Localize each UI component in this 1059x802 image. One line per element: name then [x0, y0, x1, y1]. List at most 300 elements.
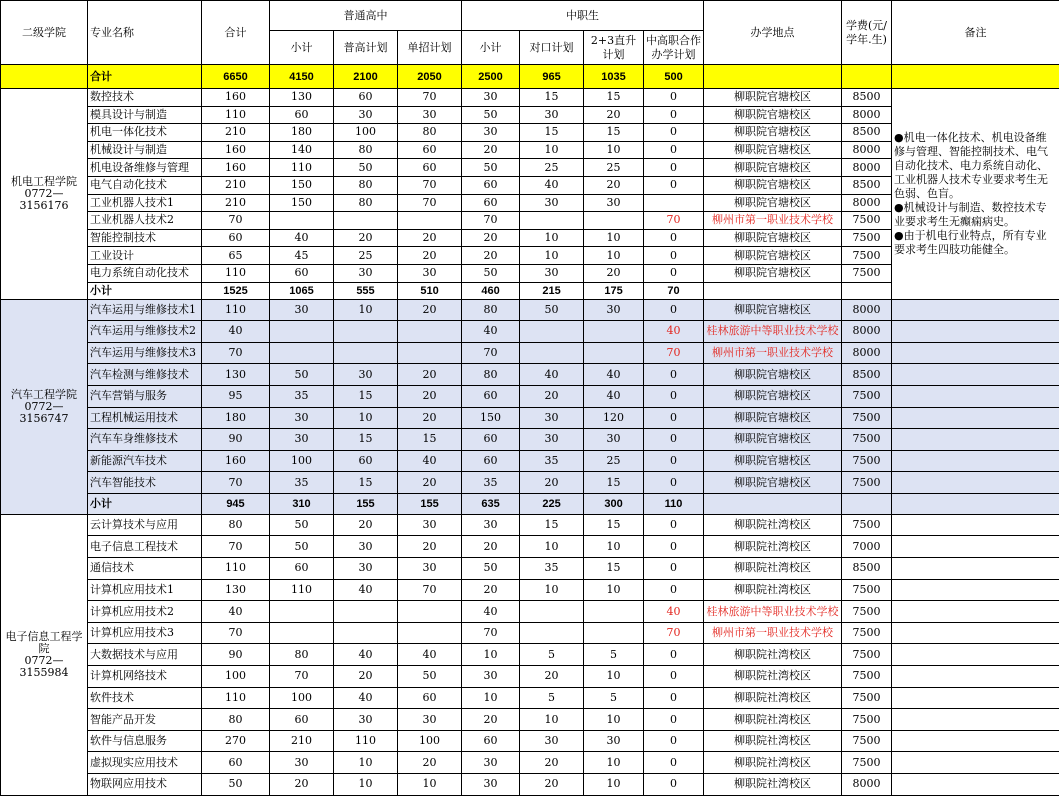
- plan-value-vd: 25: [584, 450, 644, 472]
- plan-value-total: 110: [202, 106, 270, 124]
- plan-value-vo: 0: [644, 247, 704, 265]
- remarks-cell: [892, 385, 1059, 407]
- fee-cell: 8500: [842, 558, 892, 580]
- plan-value-gp: 100: [334, 124, 398, 142]
- plan-value-vs: 50: [462, 159, 520, 177]
- plan-value-vs: 30: [462, 774, 520, 796]
- plan-value-vd: 30: [584, 299, 644, 321]
- plan-value-gu: 100: [398, 730, 462, 752]
- plan-value-vo: 0: [644, 264, 704, 282]
- fee-cell: 8000: [842, 299, 892, 321]
- major-name: 汽车运用与维修技术3: [88, 342, 202, 364]
- plan-value-gp: 30: [334, 558, 398, 580]
- fee-cell: 7500: [842, 229, 892, 247]
- plan-value-total: 70: [202, 536, 270, 558]
- plan-value-total: 70: [202, 622, 270, 644]
- subtotal-value: 1525: [202, 282, 270, 299]
- location-cell: 柳职院社湾校区: [704, 752, 842, 774]
- location-cell: 柳职院官塘校区: [704, 141, 842, 159]
- plan-value-gp: 60: [334, 89, 398, 107]
- plan-value-vd: 10: [584, 247, 644, 265]
- remarks-cell: [892, 472, 1059, 494]
- plan-value-vd: [584, 601, 644, 623]
- fee-cell: 7500: [842, 247, 892, 265]
- plan-value-gu: 50: [398, 666, 462, 688]
- plan-value-gu: 30: [398, 106, 462, 124]
- plan-value-gu: 20: [398, 472, 462, 494]
- location-cell: 柳州市第一职业技术学校: [704, 342, 842, 364]
- plan-value-vs: 20: [462, 709, 520, 731]
- plan-value-gp: 20: [334, 666, 398, 688]
- plan-value-vs: 10: [462, 687, 520, 709]
- location-cell: 柳职院官塘校区: [704, 229, 842, 247]
- plan-value-vs: 20: [462, 229, 520, 247]
- header-total: 合计: [202, 1, 270, 65]
- plan-value-gu: 70: [398, 176, 462, 194]
- table-row: [1, 666, 1059, 688]
- major-name: 汽车运用与维修技术2: [88, 321, 202, 343]
- table-row: [1, 579, 1059, 601]
- plan-value-gs: 130: [270, 89, 334, 107]
- plan-value-total: 100: [202, 666, 270, 688]
- plan-value-total: 50: [202, 774, 270, 796]
- plan-value-vc: 10: [520, 709, 584, 731]
- subtotal-value: 225: [520, 493, 584, 514]
- fee-cell: 7500: [842, 666, 892, 688]
- plan-value-gp: [334, 212, 398, 230]
- fee-cell: 7500: [842, 601, 892, 623]
- remarks-cell: [892, 752, 1059, 774]
- major-name: 虚拟现实应用技术: [88, 752, 202, 774]
- table-row: [1, 472, 1059, 494]
- plan-value-vd: 10: [584, 579, 644, 601]
- table-row: [1, 601, 1059, 623]
- fee-cell: 8000: [842, 321, 892, 343]
- plan-value-vd: 10: [584, 536, 644, 558]
- grand-total-value: 965: [520, 65, 584, 89]
- table-row: [1, 687, 1059, 709]
- header-vs-counterpart: 对口计划: [520, 31, 584, 65]
- table-row: [1, 536, 1059, 558]
- table-row: [1, 342, 1059, 364]
- grand-total-label: 合计: [88, 65, 202, 89]
- plan-value-vs: 20: [462, 247, 520, 265]
- plan-value-vo: 0: [644, 558, 704, 580]
- plan-value-vo: 0: [644, 176, 704, 194]
- plan-value-vd: [584, 622, 644, 644]
- plan-value-vc: 20: [520, 472, 584, 494]
- subtotal-label: 小计: [88, 493, 202, 514]
- plan-value-gp: 80: [334, 194, 398, 212]
- plan-value-vo: 0: [644, 89, 704, 107]
- fee-cell: 7500: [842, 730, 892, 752]
- plan-value-vc: 15: [520, 514, 584, 536]
- subtotal-label: 小计: [88, 282, 202, 299]
- subtotal-value: 300: [584, 493, 644, 514]
- grand-total-college-cell: [1, 65, 88, 89]
- location-cell: 柳职院官塘校区: [704, 124, 842, 142]
- plan-value-gs: 45: [270, 247, 334, 265]
- plan-value-total: 70: [202, 472, 270, 494]
- plan-value-vc: 30: [520, 429, 584, 451]
- subtotal-value: 945: [202, 493, 270, 514]
- table-row: [1, 752, 1059, 774]
- plan-value-gu: [398, 321, 462, 343]
- plan-value-vc: [520, 321, 584, 343]
- plan-value-gu: 60: [398, 159, 462, 177]
- major-name: 工业机器人技术1: [88, 194, 202, 212]
- fee-cell: 7500: [842, 385, 892, 407]
- table-row: [1, 385, 1059, 407]
- plan-value-gu: 30: [398, 709, 462, 731]
- plan-value-gp: 60: [334, 450, 398, 472]
- table-row: [1, 89, 1059, 107]
- major-name: 计算机网络技术: [88, 666, 202, 688]
- subtotal-value: 1065: [270, 282, 334, 299]
- plan-value-vs: 30: [462, 752, 520, 774]
- plan-value-vo: 0: [644, 709, 704, 731]
- header-fee: 学费(元/学年.生): [842, 1, 892, 65]
- grand-total-value: 2500: [462, 65, 520, 89]
- grand-total-row: [1, 65, 1059, 89]
- plan-value-vo: 40: [644, 321, 704, 343]
- header-gh-plan: 普高计划: [334, 31, 398, 65]
- plan-value-total: 110: [202, 558, 270, 580]
- plan-value-vo: [644, 194, 704, 212]
- plan-value-vc: [520, 342, 584, 364]
- fee-cell: 7500: [842, 212, 892, 230]
- plan-value-gs: 60: [270, 709, 334, 731]
- plan-value-total: 70: [202, 212, 270, 230]
- plan-value-gs: 20: [270, 774, 334, 796]
- plan-value-vo: 0: [644, 536, 704, 558]
- table-row: [1, 407, 1059, 429]
- remarks-cell: [892, 709, 1059, 731]
- plan-value-vd: 40: [584, 385, 644, 407]
- location-cell: 柳州市第一职业技术学校: [704, 212, 842, 230]
- fee-cell: 7500: [842, 472, 892, 494]
- plan-value-vo: 0: [644, 644, 704, 666]
- plan-value-total: 110: [202, 687, 270, 709]
- plan-value-gp: 110: [334, 730, 398, 752]
- plan-value-gs: 140: [270, 141, 334, 159]
- plan-value-gs: [270, 342, 334, 364]
- plan-value-vs: 80: [462, 364, 520, 386]
- plan-value-vc: 30: [520, 407, 584, 429]
- plan-value-vc: 30: [520, 106, 584, 124]
- plan-value-gu: 30: [398, 514, 462, 536]
- plan-value-gu: 60: [398, 687, 462, 709]
- remarks-cell: [892, 89, 1059, 300]
- plan-value-vo: 0: [644, 141, 704, 159]
- major-name: 机电一体化技术: [88, 124, 202, 142]
- plan-value-vo: 0: [644, 514, 704, 536]
- remarks-cell: [892, 687, 1059, 709]
- remarks-cell: [892, 364, 1059, 386]
- plan-value-gu: 10: [398, 774, 462, 796]
- subtotal-value: 635: [462, 493, 520, 514]
- plan-value-gp: 30: [334, 106, 398, 124]
- major-name: 数控技术: [88, 89, 202, 107]
- fee-cell: 7500: [842, 264, 892, 282]
- subtotal-location: [704, 282, 842, 299]
- plan-value-gu: 15: [398, 429, 462, 451]
- major-name: 工业机器人技术2: [88, 212, 202, 230]
- plan-value-gu: 40: [398, 644, 462, 666]
- plan-value-vc: 30: [520, 194, 584, 212]
- plan-value-vd: 15: [584, 558, 644, 580]
- plan-value-vs: 35: [462, 472, 520, 494]
- plan-value-gp: 30: [334, 364, 398, 386]
- remarks-cell: [892, 342, 1059, 364]
- plan-value-gp: 10: [334, 407, 398, 429]
- plan-value-total: 270: [202, 730, 270, 752]
- plan-value-vs: 150: [462, 407, 520, 429]
- plan-value-gs: 35: [270, 385, 334, 407]
- plan-value-vc: 30: [520, 730, 584, 752]
- plan-value-vo: 0: [644, 106, 704, 124]
- major-name: 软件技术: [88, 687, 202, 709]
- plan-value-vo: 0: [644, 579, 704, 601]
- subtotal-fee: [842, 282, 892, 299]
- plan-value-gs: 180: [270, 124, 334, 142]
- plan-value-total: 130: [202, 579, 270, 601]
- table-row: [1, 429, 1059, 451]
- plan-value-vd: 10: [584, 141, 644, 159]
- college-cell: [1, 514, 88, 795]
- plan-value-gp: 40: [334, 579, 398, 601]
- plan-value-total: 60: [202, 752, 270, 774]
- plan-value-vc: 10: [520, 141, 584, 159]
- plan-value-gs: 50: [270, 514, 334, 536]
- plan-value-vo: 70: [644, 622, 704, 644]
- plan-value-gs: 30: [270, 407, 334, 429]
- plan-value-vd: 15: [584, 514, 644, 536]
- fee-cell: 7500: [842, 752, 892, 774]
- location-cell: 柳职院官塘校区: [704, 299, 842, 321]
- table-row: [1, 622, 1059, 644]
- plan-value-total: 160: [202, 159, 270, 177]
- fee-cell: 7500: [842, 622, 892, 644]
- plan-value-vd: 10: [584, 774, 644, 796]
- remarks-cell: [892, 299, 1059, 321]
- major-name: 智能产品开发: [88, 709, 202, 731]
- plan-value-gp: 20: [334, 514, 398, 536]
- plan-value-vc: [520, 601, 584, 623]
- plan-value-vs: 30: [462, 89, 520, 107]
- plan-value-gp: 30: [334, 709, 398, 731]
- plan-value-gu: 20: [398, 385, 462, 407]
- plan-value-vd: 120: [584, 407, 644, 429]
- plan-value-gu: 20: [398, 364, 462, 386]
- plan-value-total: 90: [202, 644, 270, 666]
- plan-value-vd: [584, 321, 644, 343]
- major-name: 汽车运用与维修技术1: [88, 299, 202, 321]
- fee-cell: 8500: [842, 364, 892, 386]
- plan-value-vd: [584, 342, 644, 364]
- subtotal-value: 510: [398, 282, 462, 299]
- major-name: 工程机械运用技术: [88, 407, 202, 429]
- major-name: 电力系统自动化技术: [88, 264, 202, 282]
- plan-value-gu: 80: [398, 124, 462, 142]
- remarks-cell: [892, 407, 1059, 429]
- plan-value-vs: 70: [462, 342, 520, 364]
- college-name: 电子信息工程学院: [5, 629, 83, 655]
- subtotal-value: 175: [584, 282, 644, 299]
- remarks-cell: [892, 730, 1059, 752]
- fee-cell: 7500: [842, 644, 892, 666]
- plan-value-total: 60: [202, 229, 270, 247]
- table-row: [1, 730, 1059, 752]
- plan-value-total: 210: [202, 194, 270, 212]
- plan-value-vs: 20: [462, 579, 520, 601]
- fee-cell: 7500: [842, 450, 892, 472]
- major-name: 电子信息工程技术: [88, 536, 202, 558]
- fee-cell: 7500: [842, 429, 892, 451]
- plan-value-vc: 20: [520, 385, 584, 407]
- plan-value-gu: [398, 601, 462, 623]
- plan-value-vs: 50: [462, 558, 520, 580]
- plan-value-vo: 0: [644, 752, 704, 774]
- remarks-cell: [892, 644, 1059, 666]
- table-row: [1, 558, 1059, 580]
- plan-value-vd: 20: [584, 106, 644, 124]
- fee-cell: 8000: [842, 774, 892, 796]
- plan-value-vs: 80: [462, 299, 520, 321]
- plan-value-vc: [520, 622, 584, 644]
- plan-value-gu: 70: [398, 579, 462, 601]
- header-location: 办学地点: [704, 1, 842, 65]
- grand-total-value: 1035: [584, 65, 644, 89]
- major-name: 智能控制技术: [88, 229, 202, 247]
- plan-value-gu: 20: [398, 247, 462, 265]
- location-cell: 柳职院官塘校区: [704, 106, 842, 124]
- plan-value-vs: 60: [462, 385, 520, 407]
- location-cell: 柳职院官塘校区: [704, 194, 842, 212]
- location-cell: 柳州市第一职业技术学校: [704, 622, 842, 644]
- plan-value-vo: 0: [644, 124, 704, 142]
- location-cell: 柳职院社湾校区: [704, 536, 842, 558]
- plan-value-vc: 15: [520, 89, 584, 107]
- grand-total-value: 500: [644, 65, 704, 89]
- header-vocational: 中职生: [462, 1, 704, 31]
- plan-value-gs: 50: [270, 536, 334, 558]
- plan-value-vd: 30: [584, 429, 644, 451]
- plan-value-vc: 40: [520, 364, 584, 386]
- plan-value-gu: 20: [398, 752, 462, 774]
- plan-value-vs: 60: [462, 730, 520, 752]
- location-cell: 柳职院官塘校区: [704, 429, 842, 451]
- plan-value-vc: 20: [520, 774, 584, 796]
- plan-value-gu: 20: [398, 299, 462, 321]
- plan-value-gp: 10: [334, 752, 398, 774]
- plan-value-vc: 10: [520, 536, 584, 558]
- plan-value-total: 80: [202, 709, 270, 731]
- location-cell: 柳职院官塘校区: [704, 407, 842, 429]
- plan-value-total: 40: [202, 321, 270, 343]
- location-cell: 柳职院社湾校区: [704, 579, 842, 601]
- plan-value-vo: 0: [644, 385, 704, 407]
- major-name: 计算机应用技术1: [88, 579, 202, 601]
- remarks-cell: [892, 666, 1059, 688]
- major-name: 机械设计与制造: [88, 141, 202, 159]
- plan-value-vs: 50: [462, 264, 520, 282]
- plan-value-gs: 100: [270, 687, 334, 709]
- header-remarks: 备注: [892, 1, 1059, 65]
- plan-value-vs: 30: [462, 124, 520, 142]
- major-name: 电气自动化技术: [88, 176, 202, 194]
- table-row: [1, 299, 1059, 321]
- subtotal-value: 310: [270, 493, 334, 514]
- grand-total-value: 2100: [334, 65, 398, 89]
- plan-value-gp: 25: [334, 247, 398, 265]
- college-cell: [1, 299, 88, 514]
- plan-value-vo: 0: [644, 730, 704, 752]
- location-cell: 柳职院官塘校区: [704, 159, 842, 177]
- major-name: 计算机应用技术2: [88, 601, 202, 623]
- plan-value-vo: 0: [644, 299, 704, 321]
- college-phone: 0772—3156747: [19, 399, 69, 425]
- header-college: 二级学院: [1, 1, 88, 65]
- plan-value-gp: 30: [334, 536, 398, 558]
- table-row: [1, 644, 1059, 666]
- plan-value-total: 130: [202, 364, 270, 386]
- fee-cell: 7500: [842, 687, 892, 709]
- grand-total-fee: [842, 65, 892, 89]
- plan-value-gs: 30: [270, 429, 334, 451]
- remarks-cell: [892, 536, 1059, 558]
- plan-value-vd: 15: [584, 472, 644, 494]
- plan-value-vd: 25: [584, 159, 644, 177]
- fee-cell: 8500: [842, 89, 892, 107]
- plan-value-total: 80: [202, 514, 270, 536]
- plan-value-total: 210: [202, 176, 270, 194]
- plan-value-gs: 80: [270, 644, 334, 666]
- location-cell: 桂林旅游中等职业技术学校: [704, 321, 842, 343]
- plan-value-gs: 110: [270, 579, 334, 601]
- location-cell: 柳职院官塘校区: [704, 450, 842, 472]
- plan-value-gu: 20: [398, 536, 462, 558]
- remarks-cell: [892, 450, 1059, 472]
- plan-value-gu: 70: [398, 194, 462, 212]
- plan-value-gp: 20: [334, 229, 398, 247]
- plan-value-total: 110: [202, 264, 270, 282]
- plan-value-vs: 70: [462, 622, 520, 644]
- major-name: 云计算技术与应用: [88, 514, 202, 536]
- plan-value-gs: 70: [270, 666, 334, 688]
- plan-value-gs: 60: [270, 106, 334, 124]
- location-cell: 柳职院官塘校区: [704, 89, 842, 107]
- plan-value-total: 110: [202, 299, 270, 321]
- plan-value-gu: 60: [398, 141, 462, 159]
- plan-value-gp: 40: [334, 687, 398, 709]
- table-row: [1, 450, 1059, 472]
- plan-value-vs: 60: [462, 450, 520, 472]
- subtotal-value: 215: [520, 282, 584, 299]
- subtotal-value: 155: [398, 493, 462, 514]
- plan-value-gp: 15: [334, 472, 398, 494]
- grand-total-value: 6650: [202, 65, 270, 89]
- plan-value-vc: 35: [520, 558, 584, 580]
- subtotal-value: 460: [462, 282, 520, 299]
- major-name: 工业设计: [88, 247, 202, 265]
- major-name: 汽车智能技术: [88, 472, 202, 494]
- table-row: [1, 321, 1059, 343]
- major-name: 软件与信息服务: [88, 730, 202, 752]
- location-cell: 柳职院社湾校区: [704, 730, 842, 752]
- plan-value-gs: 50: [270, 364, 334, 386]
- major-name: 机电设备维修与管理: [88, 159, 202, 177]
